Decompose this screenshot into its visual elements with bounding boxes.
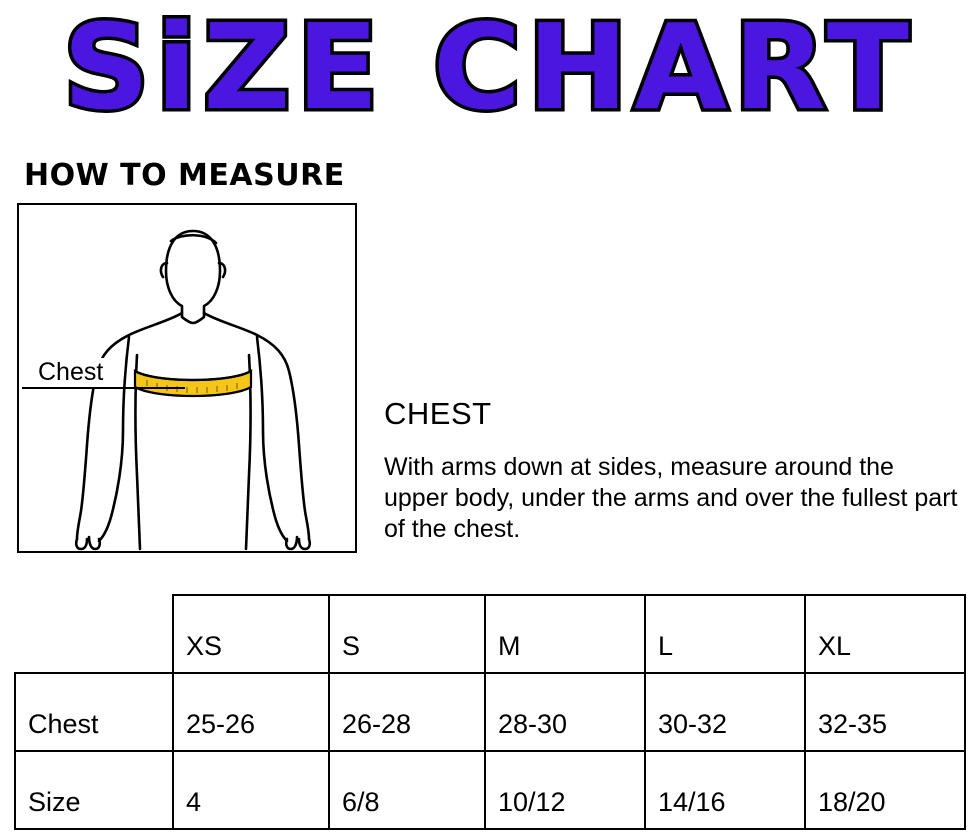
cell-size-xs: 4 bbox=[173, 751, 329, 829]
table-header-l: L bbox=[645, 595, 805, 673]
cell-size-m: 10/12 bbox=[485, 751, 645, 829]
how-to-measure-heading: HOW TO MEASURE bbox=[24, 158, 345, 193]
cell-chest-xs: 25-26 bbox=[173, 673, 329, 751]
tape-measure-icon bbox=[135, 371, 251, 396]
chest-leader-line bbox=[22, 387, 185, 389]
row-label-size: Size bbox=[15, 751, 173, 829]
cell-size-xl: 18/20 bbox=[805, 751, 965, 829]
description-body: With arms down at sides, measure around the upper body, under the arms and over the fullest part of the chest. bbox=[384, 453, 958, 543]
cell-chest-m: 28-30 bbox=[485, 673, 645, 751]
table-row bbox=[15, 673, 965, 751]
description-heading: CHEST bbox=[384, 396, 492, 431]
table-header-xl: XL bbox=[805, 595, 965, 673]
table-header-blank bbox=[15, 595, 173, 673]
size-chart-table bbox=[14, 594, 966, 830]
cell-size-l: 14/16 bbox=[645, 751, 805, 829]
cell-chest-xl: 32-35 bbox=[805, 673, 965, 751]
row-label-chest: Chest bbox=[15, 673, 173, 751]
table-row bbox=[15, 751, 965, 829]
cell-chest-s: 26-28 bbox=[329, 673, 485, 751]
table-header-row bbox=[15, 595, 965, 673]
page-title: SiZE CHART bbox=[62, 0, 916, 136]
table-header-m: M bbox=[485, 595, 645, 673]
table-header-xs: XS bbox=[173, 595, 329, 673]
cell-size-s: 6/8 bbox=[329, 751, 485, 829]
chest-diagram-label: Chest bbox=[38, 358, 104, 386]
table-header-s: S bbox=[329, 595, 485, 673]
cell-chest-l: 30-32 bbox=[645, 673, 805, 751]
